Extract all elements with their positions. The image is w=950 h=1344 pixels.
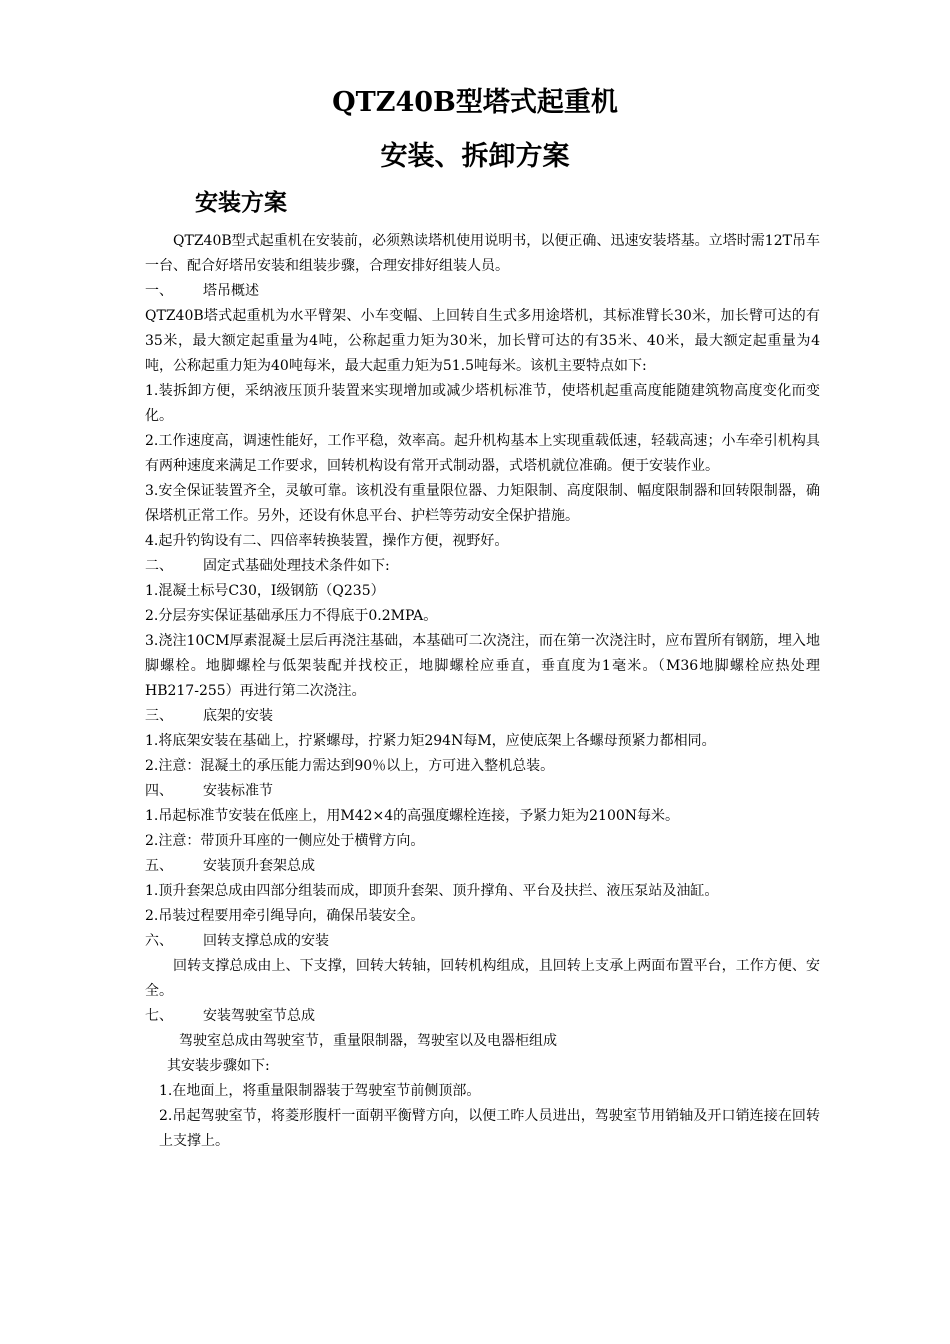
list-item: 1.吊起标准节安装在低座上，用M42×4的高强度螺栓连接，予紧力矩为2100N每米。 — [145, 808, 680, 824]
list-item: 1.将底架安装在基础上，拧紧螺母，拧紧力矩294N每M，应使底架上各螺母预紧力都相同。 — [145, 733, 716, 749]
heading-2: 二、 固定式基础处理技术条件如下: — [145, 558, 390, 574]
paragraph: 其安装步骤如下: — [167, 1058, 270, 1074]
list-item: 1.在地面上，将重量限制器装于驾驶室节前侧顶部。 — [159, 1083, 481, 1099]
heading-3: 三、 底架的安装 — [145, 708, 273, 724]
list-item: 2.分层夯实保证基础承压力不得底于0.2MPA。 — [145, 608, 438, 624]
list-item: 2.工作速度高，调速性能好，工作平稳，效率高。起升机构基本上实现重载低速，轻载高速；小车牵引机构具有两种速度来满足工作要求，回转机构设有常开式制动器，式塔机就位准确。便于安装作业。 — [145, 433, 820, 474]
document-title: QTZ40B型塔式起重机 — [332, 87, 618, 118]
paragraph: 驾驶室总成由驾驶室节，重量限制器，驾驶室以及电器柜组成 — [179, 1033, 557, 1049]
list-item: 3.浇注10CM厚素混凝土层后再浇注基础，本基础可二次浇注，而在第一次浇注时，应布置所有钢筋，埋入地脚螺栓。地脚螺栓与低架装配并找校正，地脚螺栓应垂直，垂直度为1毫米。（M36地脚螺栓应热处理HB217-255）再进行第二次浇注。 — [145, 633, 820, 699]
heading-7: 七、 安装驾驶室节总成 — [145, 1008, 315, 1024]
list-item: 2.吊起驾驶室节，将菱形腹杆一面朝平衡臂方向，以便工昨人员进出，驾驶室节用销轴及开口销连接在回转上支撑上。 — [159, 1108, 820, 1149]
heading-5: 五、 安装顶升套架总成 — [145, 858, 315, 874]
paragraph: QTZ40B塔式起重机为水平臂架、小车变幅、上回转自生式多用途塔机，其标准臂长30米，加长臂可达的有35米，最大额定起重量为4吨，公称起重力矩为30米，加长臂可达的有35米、40米，最大额定起重量为4吨，公称起重力矩为40吨每米，最大起重力矩为51.5吨每米。该机主要特点如下: — [145, 308, 820, 374]
heading-6: 六、 回转支撑总成的安装 — [145, 933, 329, 949]
heading-4: 四、 安装标准节 — [145, 783, 273, 799]
heading-1: 一、 塔吊概述 — [145, 283, 259, 299]
paragraph: 回转支撑总成由上、下支撑，回转大转轴，回转机构组成，且回转上支承上两面布置平台，工作方便、安全。 — [145, 958, 820, 999]
document-subtitle: 安装、拆卸方案 — [380, 141, 570, 172]
list-item: 3.安全保证装置齐全，灵敏可靠。该机没有重量限位器、力矩限制、高度限制、幅度限制器和回转限制器，确保塔机正常工作。另外，还设有休息平台、护栏等劳动安全保护措施。 — [145, 483, 820, 524]
list-item: 2.吊装过程要用牵引绳导向，确保吊装安全。 — [145, 908, 425, 924]
list-item: 4.起升钓钩设有二、四倍率转换装置，操作方便，视野好。 — [145, 533, 509, 549]
list-item: 2.注意：带顶升耳座的一侧应处于横臂方向。 — [145, 833, 425, 849]
list-item: 1.混凝土标号C30，Ⅰ级钢筋（Q235） — [145, 583, 385, 599]
intro-paragraph: QTZ40B型式起重机在安装前，必须熟读塔机使用说明书，以便正确、迅速安装塔基。立塔时需12T吊车一台、配合好塔吊安装和组装步骤，合理安排好组装人员。 — [145, 233, 820, 274]
list-item: 2.注意：混凝土的承压能力需达到90％以上，方可进入整机总装。 — [145, 758, 555, 774]
list-item: 1.顶升套架总成由四部分组装而成，即顶升套架、顶升撑角、平台及扶拦、液压泵站及油缸。 — [145, 883, 719, 899]
list-item: 1.装拆卸方便，采纳液压顶升装置来实现增加或减少塔机标准节，使塔机起重高度能随建筑物高度变化而变化。 — [145, 383, 820, 424]
document-body — [145, 229, 820, 1154]
section-heading: 安装方案 — [195, 189, 287, 216]
